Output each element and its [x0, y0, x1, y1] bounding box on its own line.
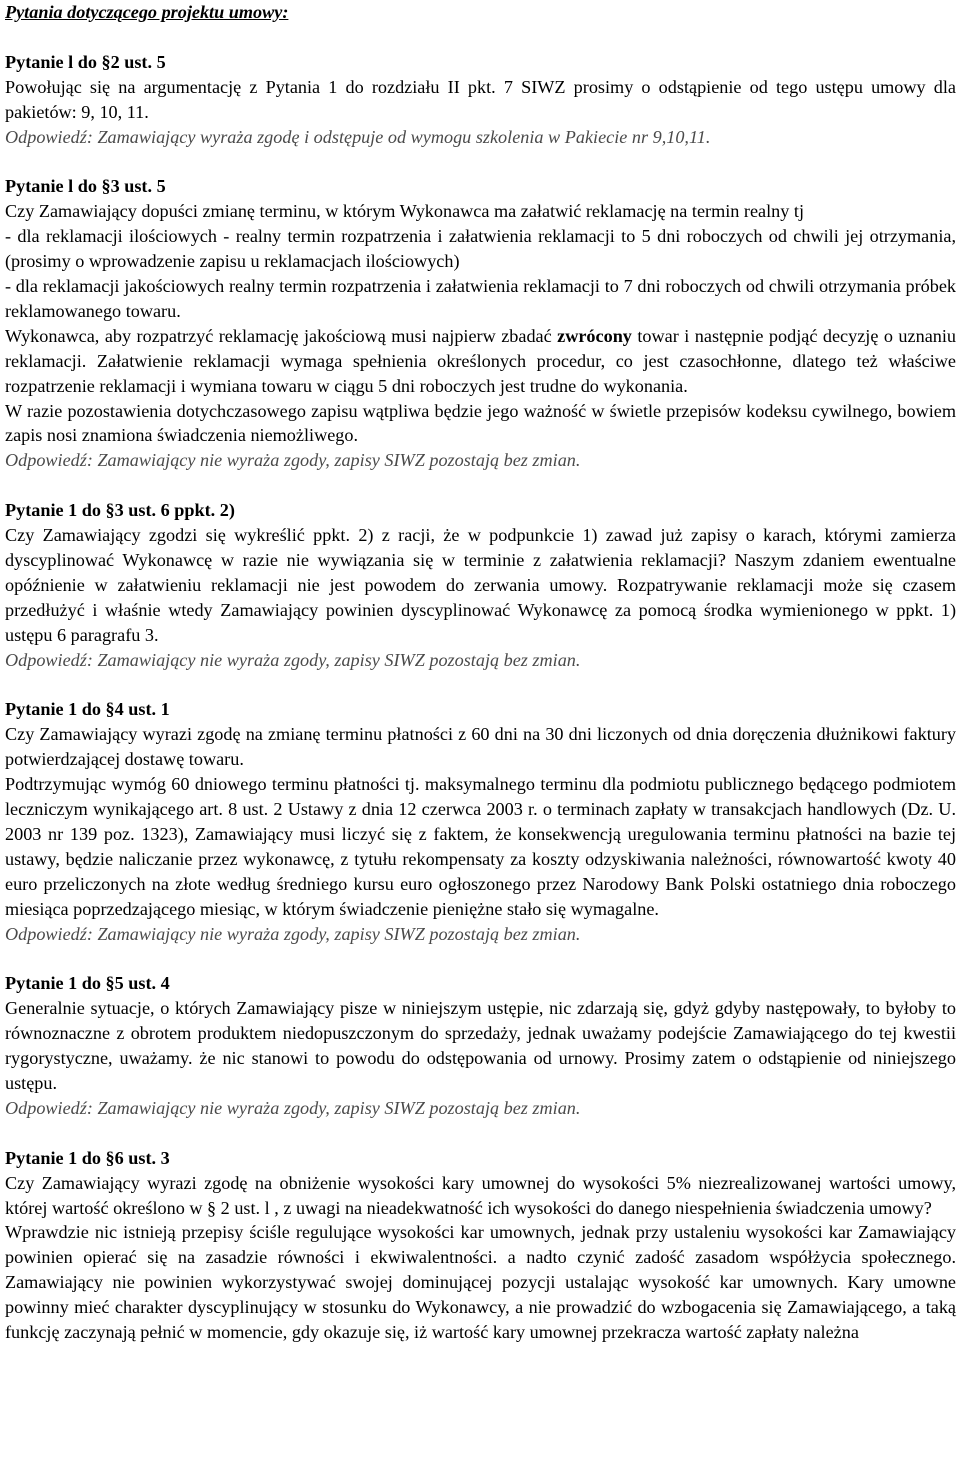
answer-text: Odpowiedź: Zamawiający nie wyraża zgody, zapisy SIWZ pozostają bez zmian.	[5, 450, 581, 471]
spacer	[5, 1121, 956, 1146]
question-paragraph: Generalnie sytuacje, o których Zamawiający pisze w niniejszym ustępie, nic zdarzają się, gdyż gdyby następowały, to byłoby to równoznaczne z obrotem produktem niedopuszczonym do sprzedaży, jednak uważamy podejście Zamawiającego do tej kwestii rygorystyczne, uważamy. że nic stanowi to powodu do odstępowania od urnowy. Prosimy zatem o odstąpienie od niniejszego ustępu.	[5, 998, 956, 1093]
spacer	[5, 673, 956, 698]
question-paragraph: Czy Zamawiający wyrazi zgodę na zmianę terminu płatności z 60 dni na 30 dni liczonych od dnia doręczenia dłużnikowi faktury potwierdzającej dostawę towaru.	[5, 724, 956, 770]
question-title: Pytanie 1 do §5 ust. 4	[5, 973, 170, 994]
question-paragraph: Wprawdzie nic istnieją przepisy ściśle regulujące wysokości kar umownych, jednak przy ustaleniu wysokości kar Zamawiający powinien opierać się na zasadzie równości i ekwiwalentności. a nadto czynić zadość zasadom współżycia społecznego. Zamawiający nie powinien wykorzystywać swojej dominującej pozycji ustalając wysokość kar umownych. Kary umowne powinny mieć charakter dyscyplinujący w stosunku do Wykonawcy, a nie prowadzić do wzbogacenia się Zamawiającego, a taką funkcję zaczynają pełnić w momencie, gdy okazuje się, iż wartość kary umownej przekracza wartość zapłaty należna	[5, 1222, 956, 1343]
bold-word: zwrócony	[557, 325, 632, 346]
question-section-6	[5, 1146, 956, 1345]
spacer	[5, 473, 956, 498]
question-section-3	[5, 498, 956, 672]
question-section-4	[5, 697, 956, 946]
question-title: Pytanie 1 do §6 ust. 3	[5, 1147, 170, 1168]
question-paragraph: Podtrzymując wymóg 60 dniowego terminu płatności tj. maksymalnego terminu dla podmiotu publicznego będącego podmiotem leczniczym wynikającego art. 8 ust. 2 Ustawy z dnia 12 czerwca 2003 r. o terminach zapłaty w transakcjach handlowych (Dz. U. 2003 nr 139 poz. 1323), Zamawiający musi liczyć się z faktem, że konsekwencją uregulowania terminu płatności na bazie tej ustawy, będzie naliczanie przez wykonawcę, z tytułu rekompensaty za koszty odzyskiwania należności, równowartość kwoty 40 euro przeliczonych na złote według średniego kursu euro ogłoszonego przez Narodowy Bank Polski ostatniego dnia roboczego miesiąca poprzedzającego miesiąc, w którym świadczenie pieniężne stało się wymagalne.	[5, 774, 956, 919]
paragraph-text: towar i następnie podjąć decyzję o uznaniu reklamacji. Załatwienie reklamacji wymaga spełnienia określonych procedur, co jest czasochłonne, dlatego też właściwe rozpatrzenie reklamacji i wymiana towaru w ciągu 5 dni roboczych jest trudne do wykonania.	[5, 325, 957, 396]
document-heading: Pytania dotyczącego projektu umowy:	[5, 2, 289, 22]
spacer	[5, 25, 956, 50]
question-title: Pytanie 1 do §4 ust. 1	[5, 699, 170, 720]
question-paragraph: - dla reklamacji jakościowych realny termin rozpatrzenia i załatwienia reklamacji to 7 dni roboczych od chwili otrzymania próbek reklamowanego towaru.	[5, 276, 956, 321]
question-section-1	[5, 50, 956, 150]
spacer	[5, 946, 956, 971]
question-title: Pytanie 1 do §3 ust. 6 ppkt. 2)	[5, 500, 235, 521]
question-paragraph: Czy Zamawiający dopuści zmianę terminu, w którym Wykonawca ma załatwić reklamację na termin realny tj	[5, 201, 805, 222]
question-title: Pytanie l do §3 ust. 5	[5, 176, 166, 197]
answer-text: Odpowiedź: Zamawiający nie wyraża zgody, zapisy SIWZ pozostają bez zmian.	[5, 923, 581, 944]
spacer	[5, 150, 956, 175]
answer-text: Odpowiedź: Zamawiający nie wyraża zgody, zapisy SIWZ pozostają bez zmian.	[5, 649, 581, 670]
question-paragraph: Czy Zamawiający wyrazi zgodę na obniżenie wysokości kary umownej do wysokości 5% niezrealizowanej wartości umowy, której wartość określono w § 2 ust. l , z uwagi na nieadekwatność ich wysokości do danego niespełnienia świadczenia umowy?	[5, 1172, 956, 1218]
question-section-5	[5, 971, 956, 1120]
question-title: Pytanie l do §2 ust. 5	[5, 51, 166, 72]
answer-text: Odpowiedź: Zamawiający nie wyraża zgody, zapisy SIWZ pozostają bez zmian.	[5, 1097, 581, 1118]
question-paragraph: W razie pozostawienia dotychczasowego zapisu wątpliwa będzie jego ważność w świetle przepisów kodeksu cywilnego, bowiem zapis nosi znamiona świadczenia niemożliwego.	[5, 400, 956, 446]
question-paragraph	[5, 324, 956, 399]
question-section-2	[5, 174, 956, 473]
question-paragraph: Czy Zamawiający zgodzi się wykreślić ppkt. 2) z racji, że w podpunkcie 1) zawad już zapisy o karach, którymi zamierza dyscyplinować Wykonawcę w razie nie wywiązania się w terminie z załatwienia reklamacji? Naszym zdaniem ewentualne opóźnienie w załatwieniu reklamacji nie jest powodem do zerwania umowy. Rozpatrywanie reklamacji może się czasem przedłużyć i właśnie wtedy Zamawiający powinien dyscyplinować Wykonawcę za pomocą środka wymienionego w ppkt. 1) ustępu 6 paragrafu 3.	[5, 525, 956, 645]
question-paragraph: - dla reklamacji ilościowych - realny termin rozpatrzenia i załatwienia reklamacji to 5 dni roboczych od chwili jej otrzymania, (prosimy o wprowadzenie zapisu u reklamacjach ilościowych)	[5, 226, 956, 272]
question-paragraph: Powołując się na argumentację z Pytania 1 do rozdziału II pkt. 7 SIWZ prosimy o odstąpienie od tego ustępu umowy dla pakietów: 9, 10, 11.	[5, 76, 956, 122]
paragraph-text: Wykonawca, aby rozpatrzyć reklamację jakościową musi najpierw zbadać	[5, 325, 558, 346]
answer-text: Odpowiedź: Zamawiający wyraża zgodę i odstępuje od wymogu szkolenia w Pakiecie nr 9,10,11.	[5, 126, 711, 147]
